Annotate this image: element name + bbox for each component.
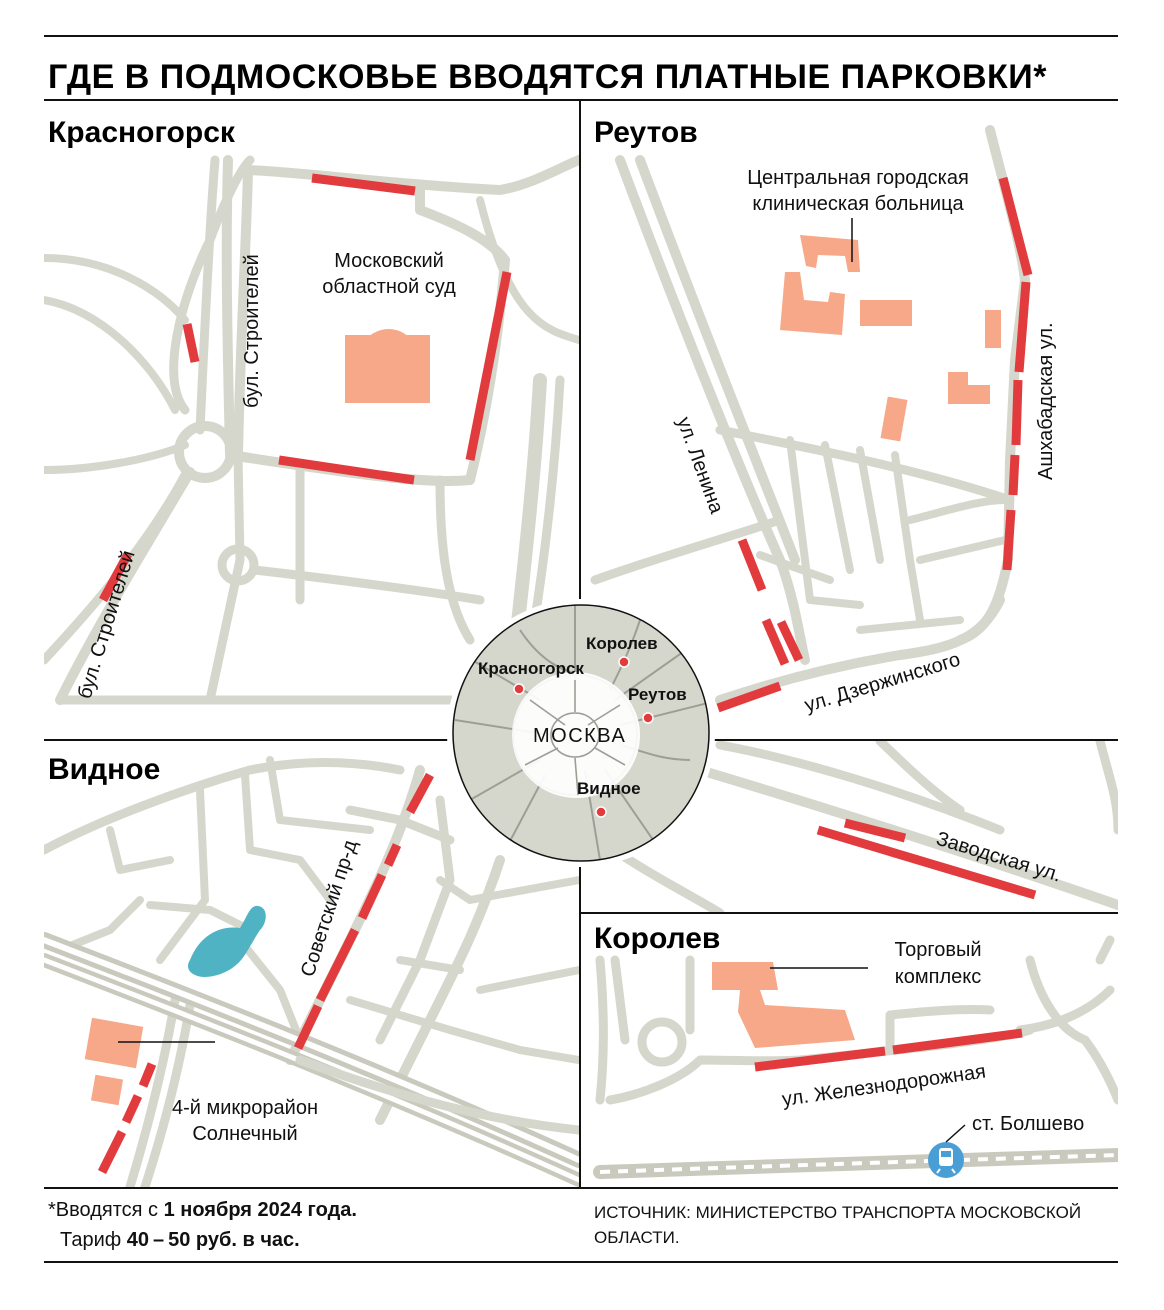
street-label: Заводская ул. [933, 827, 1064, 887]
street-label: Ашхабадская ул. [1035, 322, 1057, 480]
court-dome [362, 329, 415, 345]
parking-segment [143, 1064, 152, 1086]
moscow-locator [447, 599, 720, 867]
court-building [345, 335, 430, 403]
panel-title-korolev: Королев [594, 922, 721, 955]
korolev-map [600, 940, 1118, 1178]
locator-city-label: Красногорск [478, 659, 584, 678]
mall-label: Торговый [894, 939, 982, 961]
vidnoe-buildings [85, 1018, 144, 1105]
mall-building [712, 962, 855, 1048]
locator-city-label: Реутов [628, 685, 687, 704]
microdistrict-label: 4-й микрорайон [171, 1097, 319, 1119]
footnote-line-1: *Вводятся с 1 ноября 2024 года. [48, 1199, 357, 1221]
microdistrict-label: Солнечный [192, 1123, 298, 1145]
reutov-map [595, 130, 1028, 708]
panel-title-vidnoe: Видное [48, 753, 161, 786]
locator-city-label: Видное [577, 779, 641, 798]
parking-segment [1003, 178, 1028, 275]
hospital-label: Центральная городская [747, 167, 969, 189]
parking-segment [102, 1132, 122, 1172]
mall-label: комплекс [894, 966, 982, 988]
court-label: Московский [334, 250, 444, 272]
panel-title-reutov: Реутов [594, 116, 698, 149]
street-label: бул. Строителей [73, 547, 140, 702]
street-label: ул. Ленина [672, 414, 728, 517]
reutov-roads [595, 130, 1025, 700]
locator-city-label: Королев [586, 634, 658, 653]
street-label: бул. Строителей [241, 254, 263, 408]
parking-segment [1016, 380, 1018, 445]
court-label: областной суд [322, 276, 456, 298]
parking-segment [187, 324, 195, 362]
street-label: Советский пр-д [296, 837, 362, 980]
city-marker [643, 713, 653, 723]
parking-segment [470, 272, 507, 460]
city-marker [619, 657, 629, 667]
street-label: ул. Железнодорожная [780, 1060, 988, 1111]
city-marker [514, 684, 524, 694]
krasnogorsk-roads [44, 160, 579, 700]
parking-segment [362, 875, 382, 918]
parking-segment [126, 1096, 138, 1122]
parking-segment [742, 540, 762, 590]
infographic-title: ГДЕ В ПОДМОСКОВЬЕ ВВОДЯТСЯ ПЛАТНЫЕ ПАРКОВКИ* [48, 58, 1047, 96]
hospital-buildings [780, 235, 1001, 441]
street-label: ул. Дзержинского [802, 648, 963, 717]
source-note: ИСТОЧНИК: МИНИСТЕРСТВО ТРАНСПОРТА МОСКОВСКОЙ ОБЛАСТИ. [594, 1203, 1082, 1247]
footnote [48, 1195, 357, 1255]
parking-segment [1013, 455, 1015, 495]
parking-segment [1007, 510, 1011, 570]
hospital-label: клиническая больница [752, 193, 964, 215]
station-leader-line [946, 1125, 965, 1142]
train-icon [928, 1142, 964, 1178]
station-label: ст. Болшево [972, 1113, 1085, 1135]
locator-moscow-label: МОСКВА [533, 725, 627, 747]
city-marker [596, 807, 606, 817]
panel-title-krasnogorsk: Красногорск [48, 116, 235, 149]
krasnogorsk-map [44, 160, 579, 700]
footnote-line-2: Тариф 40 – 50 руб. в час. [60, 1229, 300, 1251]
